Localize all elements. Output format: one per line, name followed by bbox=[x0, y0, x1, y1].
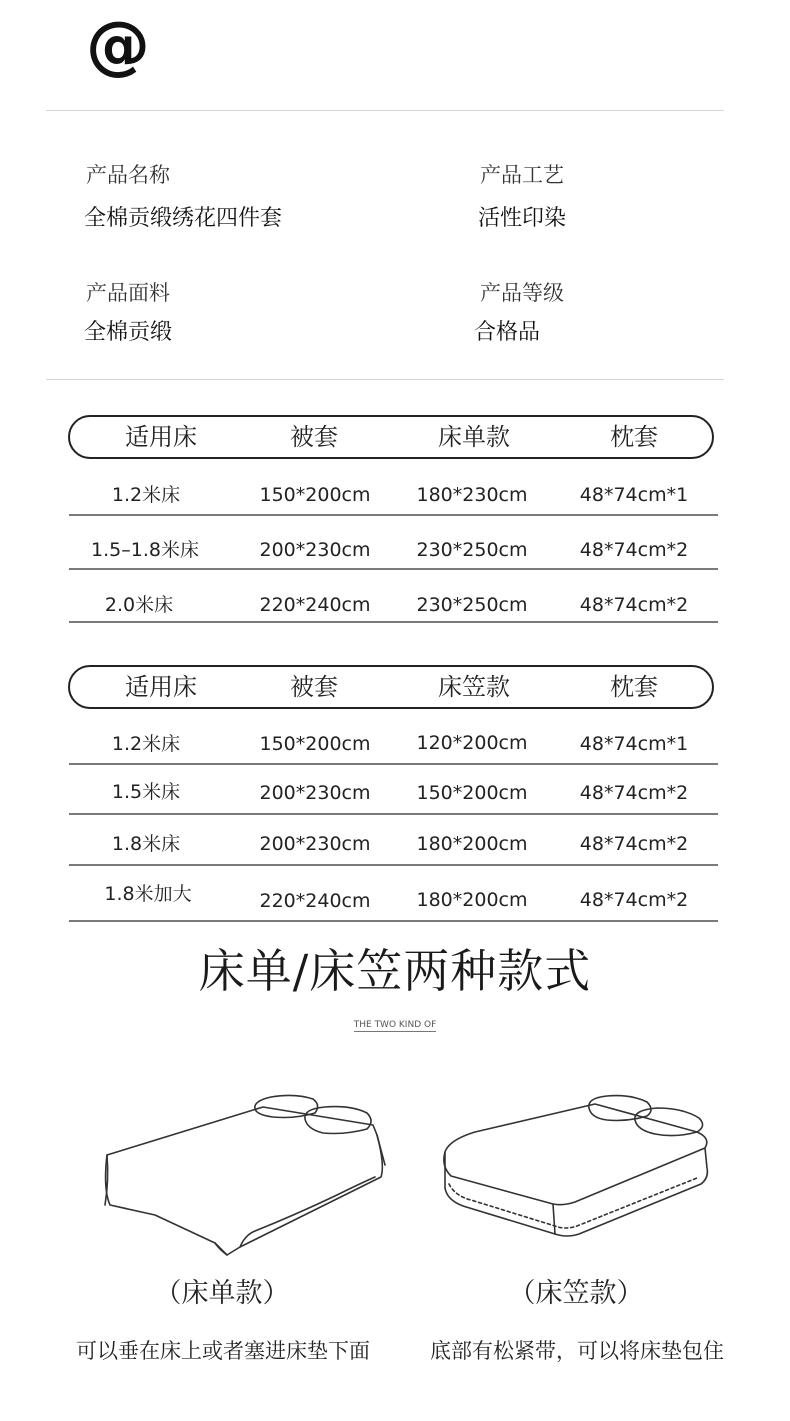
styles-title: 床单/床笠两种款式 bbox=[198, 944, 592, 998]
fitted-sheet-style-label: （床笠款） bbox=[508, 1278, 644, 1309]
cell-duvet-size: 200*230cm bbox=[259, 539, 371, 561]
column-header-duvet: 被套 bbox=[290, 673, 338, 701]
cell-pillowcase-size: 48*74cm*2 bbox=[579, 889, 689, 911]
column-header-pillowcase: 枕套 bbox=[610, 673, 658, 701]
cell-pillowcase-size: 48*74cm*2 bbox=[579, 782, 689, 804]
cell-bed-size: 2.0米床 bbox=[104, 594, 174, 616]
at-logo: @ bbox=[86, 9, 150, 83]
cell-sheet-size: 150*200cm bbox=[416, 782, 528, 804]
row-divider bbox=[69, 920, 718, 922]
product-craft-label: 产品工艺 bbox=[480, 163, 564, 187]
top-divider bbox=[46, 110, 724, 111]
flat-sheet-style-label: （床单款） bbox=[154, 1278, 290, 1309]
cell-duvet-size: 150*200cm bbox=[259, 733, 371, 755]
cell-sheet-size: 180*200cm bbox=[416, 833, 528, 855]
cell-duvet-size: 200*230cm bbox=[259, 782, 371, 804]
cell-duvet-size: 150*200cm bbox=[259, 484, 371, 506]
cell-sheet-size: 120*200cm bbox=[416, 732, 528, 754]
product-craft-value: 活性印染 bbox=[478, 206, 567, 231]
column-header-bed: 适用床 bbox=[125, 423, 197, 451]
styles-subtitle bbox=[0, 1021, 790, 1030]
row-divider bbox=[69, 514, 718, 516]
row-divider bbox=[69, 568, 718, 570]
cell-bed-size: 1.2米床 bbox=[111, 733, 181, 755]
product-fabric-value: 全棉贡缎 bbox=[84, 320, 173, 345]
cell-duvet-size: 220*240cm bbox=[259, 890, 371, 912]
cell-pillowcase-size: 48*74cm*2 bbox=[579, 539, 689, 561]
cell-bed-size: 1.8米加大 bbox=[104, 883, 192, 905]
row-divider bbox=[69, 763, 718, 765]
cell-sheet-size: 230*250cm bbox=[416, 539, 528, 561]
product-grade-label: 产品等级 bbox=[480, 281, 564, 305]
fitted-sheet-description: 底部有松紧带，可以将床垫包住 bbox=[430, 1339, 724, 1363]
row-divider bbox=[69, 621, 718, 623]
styles-subtitle-text: THE TWO KIND OF bbox=[353, 1020, 437, 1030]
column-header-duvet: 被套 bbox=[290, 423, 338, 451]
cell-bed-size: 1.5米床 bbox=[111, 781, 181, 803]
row-divider bbox=[69, 813, 718, 815]
product-grade-value: 合格品 bbox=[474, 320, 541, 345]
cell-sheet-size: 230*250cm bbox=[416, 594, 528, 616]
cell-bed-size: 1.2米床 bbox=[111, 484, 181, 506]
cell-sheet-size: 180*230cm bbox=[416, 484, 528, 506]
product-fabric-label: 产品面料 bbox=[86, 281, 170, 305]
product-name-label: 产品名称 bbox=[86, 163, 170, 187]
cell-pillowcase-size: 48*74cm*1 bbox=[579, 733, 689, 755]
cell-pillowcase-size: 48*74cm*2 bbox=[579, 833, 689, 855]
flat-sheet-bed-illustration bbox=[95, 1085, 395, 1265]
info-divider bbox=[46, 379, 724, 380]
cell-duvet-size: 200*230cm bbox=[259, 833, 371, 855]
cell-pillowcase-size: 48*74cm*2 bbox=[579, 594, 689, 616]
column-header-bed: 适用床 bbox=[125, 673, 197, 701]
cell-bed-size: 1.5–1.8米床 bbox=[91, 539, 199, 561]
fitted-sheet-bed-illustration bbox=[435, 1090, 720, 1250]
cell-bed-size: 1.8米床 bbox=[111, 833, 181, 855]
row-divider bbox=[69, 864, 718, 866]
column-header-fitted-sheet: 床笠款 bbox=[438, 673, 510, 701]
product-name-value: 全棉贡缎绣花四件套 bbox=[84, 206, 283, 231]
column-header-pillowcase: 枕套 bbox=[610, 423, 658, 451]
cell-duvet-size: 220*240cm bbox=[259, 594, 371, 616]
column-header-flat-sheet: 床单款 bbox=[438, 423, 510, 451]
cell-pillowcase-size: 48*74cm*1 bbox=[579, 484, 689, 506]
flat-sheet-description: 可以垂在床上或者塞进床垫下面 bbox=[76, 1339, 370, 1363]
cell-sheet-size: 180*200cm bbox=[416, 889, 528, 911]
